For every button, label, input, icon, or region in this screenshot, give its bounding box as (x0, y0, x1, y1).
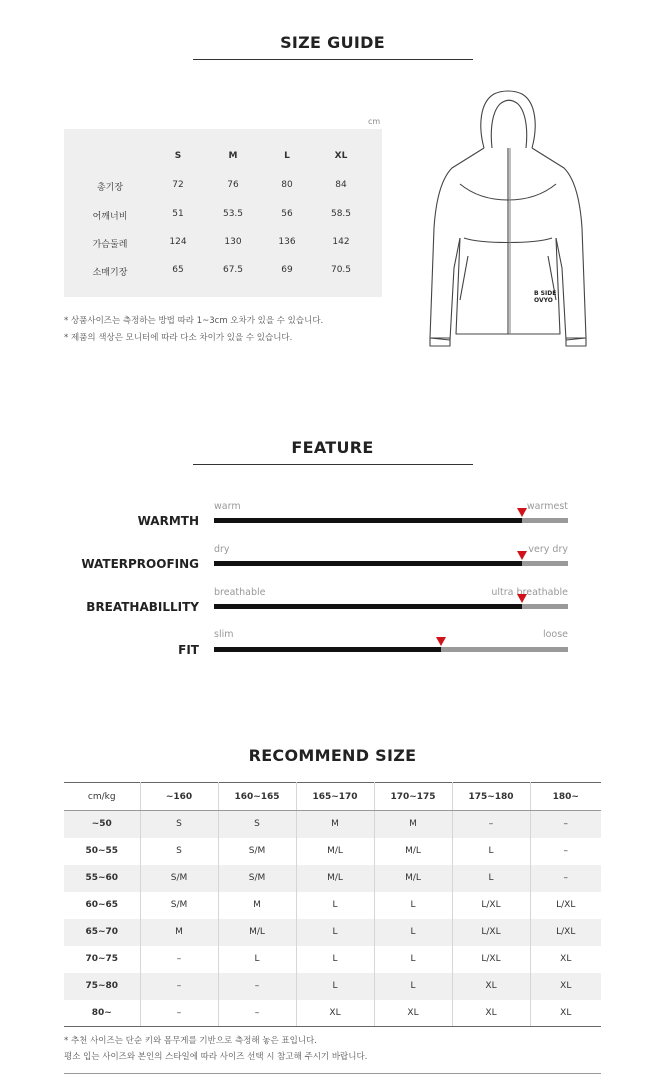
table-row (64, 892, 601, 919)
bottom-divider (64, 1073, 601, 1074)
table-cell: S/M (140, 865, 218, 892)
table-cell: M (374, 811, 452, 838)
table-row (64, 838, 601, 865)
table-cell: – (140, 973, 218, 1000)
size-col-header: XL (334, 151, 348, 161)
table-row (64, 1000, 601, 1027)
table-cell: S/M (218, 865, 296, 892)
size-value: 84 (335, 180, 347, 190)
table-cell: S/M (140, 892, 218, 919)
table-cell: XL (530, 1000, 601, 1027)
height-header: 165~170 (296, 783, 374, 811)
feature-max-label: ultra breathable (491, 587, 568, 598)
size-row-label: 가슴둘레 (92, 240, 128, 250)
weight-header: 60~65 (64, 892, 140, 919)
size-guide-row (64, 209, 382, 225)
feature-track (214, 604, 568, 609)
table-cell: L (374, 973, 452, 1000)
size-value: 80 (281, 180, 293, 190)
feature-fill (214, 561, 522, 566)
size-value: 142 (332, 237, 350, 247)
table-cell: L/XL (556, 900, 576, 910)
size-unit-label: cm (368, 117, 381, 126)
size-value: 72 (172, 180, 184, 190)
size-value: 56 (281, 209, 293, 219)
table-cell: L (296, 973, 374, 1000)
size-value: 76 (227, 180, 239, 190)
size-col-header: M (228, 151, 238, 161)
size-guide-row (64, 265, 382, 281)
table-cell: XL (374, 1000, 452, 1027)
table-cell: S (140, 811, 218, 838)
table-cell: L (374, 919, 452, 946)
table-cell: XL (452, 973, 530, 1000)
table-cell: L/XL (452, 892, 530, 919)
size-guide-row (64, 237, 382, 253)
table-cell: L (452, 865, 530, 892)
table-cell: L/XL (556, 927, 576, 937)
size-value: 65 (172, 265, 184, 275)
size-guide-table (64, 129, 382, 297)
size-note: * 상품사이즈는 측정하는 방법 따라 1~3cm 오차가 있을 수 있습니다. (64, 316, 324, 326)
size-guide-title-rule (193, 59, 473, 60)
table-cell: M/L (296, 838, 374, 865)
weight-header: 55~60 (64, 865, 140, 892)
feature-marker (517, 551, 527, 560)
feature-min-label: slim (214, 629, 234, 640)
table-cell: L/XL (452, 919, 530, 946)
feature-min-label: warm (214, 501, 241, 512)
size-guide-header-row (64, 151, 382, 167)
size-guide-title: SIZE GUIDE (280, 33, 385, 52)
feature-marker (436, 637, 446, 646)
feature-label: WATERPROOFING (81, 557, 199, 571)
table-cell: – (452, 811, 530, 838)
table-cell: XL (452, 1000, 530, 1027)
feature-max-label: loose (542, 629, 568, 640)
table-cell: S (140, 838, 218, 865)
feature-title-rule (193, 464, 473, 465)
table-cell: S/M (218, 838, 296, 865)
size-col-header: L (284, 151, 290, 161)
size-value: 136 (278, 237, 296, 247)
height-header: 180~ (530, 783, 601, 811)
size-value: 67.5 (222, 265, 244, 275)
height-header: 175~180 (452, 783, 530, 811)
table-cell: XL (296, 1000, 374, 1027)
feature-label: WARMTH (137, 514, 199, 528)
table-cell: – (218, 973, 296, 1000)
jacket-logo-line: B SIDE (534, 290, 557, 297)
table-row (64, 811, 601, 838)
feature-track (214, 647, 568, 652)
size-row-label: 어깨너비 (92, 212, 128, 222)
height-header: 170~175 (374, 783, 452, 811)
size-value: 58.5 (330, 209, 352, 219)
table-cell: – (563, 819, 568, 830)
table-cell: M/L (218, 919, 296, 946)
height-header: ~160 (140, 783, 218, 811)
table-row (64, 865, 601, 892)
jacket-logo-line: OVYO (534, 297, 553, 304)
size-value: 130 (224, 237, 242, 247)
feature-marker (517, 508, 527, 517)
recommend-title: RECOMMEND SIZE (248, 746, 417, 765)
feature-fill (214, 518, 522, 523)
feature-track (214, 561, 568, 566)
table-cell: M/L (374, 865, 452, 892)
recommend-header-row (64, 783, 601, 811)
table-cell: XL (560, 981, 572, 991)
table-cell: – (218, 1000, 296, 1027)
feature-title: FEATURE (291, 438, 374, 457)
feature-marker (517, 594, 527, 603)
size-row-label: 총기장 (96, 183, 124, 193)
size-row-label: 소매기장 (92, 268, 128, 278)
recommend-note: 평소 입는 사이즈와 본인의 스타일에 따라 사이즈 선택 시 참고해 주시기 바랍니다. (64, 1052, 368, 1062)
table-cell: S (218, 811, 296, 838)
feature-label: BREATHABILLITY (86, 600, 199, 614)
table-cell: L (374, 946, 452, 973)
size-value: 124 (169, 237, 187, 247)
feature-track (214, 518, 568, 523)
table-cell: – (563, 846, 568, 856)
table-row (64, 919, 601, 946)
height-header: 160~165 (218, 783, 296, 811)
table-cell: L (296, 946, 374, 973)
weight-header: 80~ (64, 1000, 140, 1027)
table-cell: L (218, 946, 296, 973)
weight-header: 75~80 (64, 973, 140, 1000)
recommend-note: * 추천 사이즈는 단순 키와 몸무게를 기반으로 측정해 놓은 표입니다. (64, 1036, 317, 1046)
jacket-illustration (422, 88, 592, 358)
table-cell: M/L (374, 838, 452, 865)
table-cell: – (140, 946, 218, 973)
feature-label: FIT (178, 643, 199, 657)
feature-min-label: dry (214, 544, 230, 555)
size-col-header: S (174, 151, 182, 161)
table-cell: – (140, 1000, 218, 1027)
recommend-corner-cell: cm/kg (64, 783, 140, 811)
table-cell: L (296, 892, 374, 919)
feature-max-label: warmest (526, 501, 568, 512)
table-cell: M (296, 811, 374, 838)
feature-fill (214, 647, 441, 652)
table-cell: L (296, 919, 374, 946)
table-row (64, 973, 601, 1000)
table-cell: L/XL (452, 946, 530, 973)
table-row (64, 946, 601, 973)
recommend-size-table (64, 782, 601, 1027)
size-note: * 제품의 색상은 모니터에 따라 다소 차이가 있을 수 있습니다. (64, 333, 293, 343)
table-cell: M (218, 892, 296, 919)
table-cell: L (452, 838, 530, 865)
table-cell: L (374, 892, 452, 919)
size-value: 69 (281, 265, 293, 275)
feature-max-label: very dry (528, 544, 568, 555)
size-guide-row (64, 180, 382, 196)
weight-header: 50~55 (64, 838, 140, 865)
table-cell: XL (560, 954, 572, 964)
feature-fill (214, 604, 522, 609)
size-value: 70.5 (330, 265, 352, 275)
weight-header: 70~75 (64, 946, 140, 973)
table-cell: M/L (296, 865, 374, 892)
feature-min-label: breathable (214, 587, 266, 598)
table-cell: M (140, 919, 218, 946)
table-cell: – (563, 873, 568, 883)
size-value: 53.5 (222, 209, 244, 219)
size-value: 51 (172, 209, 184, 219)
weight-header: ~50 (64, 811, 140, 838)
weight-header: 65~70 (64, 919, 140, 946)
